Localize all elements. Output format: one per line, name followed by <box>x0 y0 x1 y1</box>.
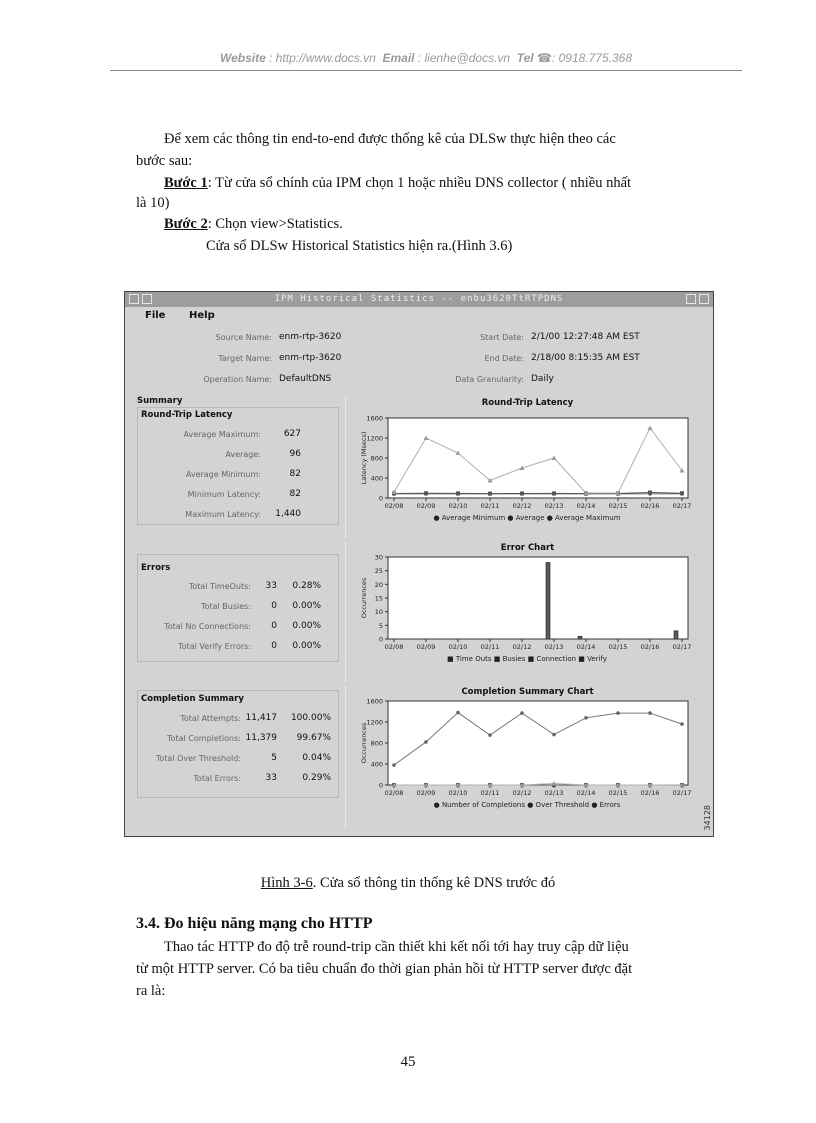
rtl-summary-title: Round-Trip Latency <box>141 410 233 420</box>
x-tick-label: 02/12 <box>512 643 532 651</box>
source-name-value: enm-rtp-3620 <box>279 332 342 342</box>
error-row-count: 0 <box>271 641 277 651</box>
phone-icon: ☎ <box>537 51 552 65</box>
x-tick-label: 02/12 <box>512 502 532 510</box>
x-tick-label: 02/09 <box>416 643 436 651</box>
error-row-count: 0 <box>271 601 277 611</box>
bar <box>546 562 550 639</box>
end-date-value: 2/18/00 8:15:35 AM EST <box>531 353 640 363</box>
x-tick-label: 02/16 <box>640 502 660 510</box>
data-point <box>584 716 588 720</box>
completion-row-label: Total Over Threshold: <box>155 754 241 763</box>
x-tick-label: 02/17 <box>672 789 692 797</box>
error-row-pct: 0.00% <box>292 621 321 631</box>
summary-heading: Summary <box>137 396 183 406</box>
error-chart <box>346 541 709 682</box>
x-tick-label: 02/15 <box>608 643 628 651</box>
error-chart-panel <box>345 541 709 682</box>
granularity-label: Data Granularity: <box>455 375 524 384</box>
legend <box>434 801 621 809</box>
ipm-statistics-window <box>124 291 714 837</box>
x-tick-label: 02/10 <box>448 502 468 510</box>
data-point <box>392 763 396 767</box>
completion-row-count: 5 <box>271 753 277 763</box>
minimize-icon[interactable] <box>686 294 696 304</box>
tel-label: Tel <box>516 51 534 65</box>
y-tick-label: 0 <box>378 635 383 644</box>
y-tick-label: 25 <box>374 567 383 576</box>
caption-label: Hình 3-6 <box>260 875 313 891</box>
x-tick-label: 02/08 <box>384 643 404 651</box>
step-2-text: : Chọn view>Statistics. <box>207 216 343 232</box>
start-date-value: 2/1/00 12:27:48 AM EST <box>531 332 640 342</box>
window-menu-icon[interactable] <box>129 294 139 304</box>
x-tick-label: 02/13 <box>544 789 564 797</box>
x-tick-label: 02/13 <box>544 643 564 651</box>
data-point <box>520 492 524 496</box>
x-tick-label: 02/11 <box>480 502 500 510</box>
x-tick-label: 02/16 <box>640 789 660 797</box>
x-tick-label: 02/09 <box>416 502 436 510</box>
rtl-row-value: 627 <box>283 429 301 439</box>
data-point <box>456 711 460 715</box>
y-tick-label: 800 <box>370 454 383 463</box>
legend-text: ● Number of Completions ● Over Threshold ● Errors <box>433 801 621 809</box>
step-2 <box>164 214 343 235</box>
data-point <box>424 491 428 495</box>
completion-summary-title: Completion Summary <box>141 694 244 704</box>
section-heading: 3.4. Đo hiệu năng mạng cho HTTP <box>136 915 373 932</box>
window-titlebar <box>125 292 713 307</box>
legend-text: ● Average Minimum ● Average ● Average Maximum <box>433 514 621 522</box>
rtl-chart <box>346 396 709 538</box>
x-tick-label: 02/14 <box>576 789 596 797</box>
maximize-icon[interactable] <box>699 294 709 304</box>
x-tick-label: 02/15 <box>608 502 628 510</box>
operation-name-value: DefaultDNS <box>279 374 332 384</box>
x-tick-label: 02/10 <box>448 789 468 797</box>
plot-area <box>388 701 688 785</box>
data-point <box>616 711 620 715</box>
error-row-label: Total Verify Errors: <box>178 642 251 651</box>
rtl-row-label: Minimum Latency: <box>187 490 261 499</box>
y-tick-label: 5 <box>378 621 383 630</box>
y-tick-label: 0 <box>378 494 383 503</box>
granularity-value: Daily <box>531 374 554 384</box>
x-tick-label: 02/17 <box>672 502 692 510</box>
bar <box>674 631 678 639</box>
website-label: Website <box>219 51 266 65</box>
data-point <box>680 722 684 726</box>
step-1-label: Bước 1 <box>164 175 208 191</box>
y-axis-label: Occurrences <box>360 722 368 764</box>
target-name-value: enm-rtp-3620 <box>279 353 342 363</box>
y-tick-label: 1600 <box>366 414 383 423</box>
menu-file[interactable]: File <box>145 310 166 321</box>
data-point <box>488 733 492 737</box>
y-tick-label: 1600 <box>366 697 383 706</box>
end-date-label: End Date: <box>484 354 524 363</box>
completion-row-count: 33 <box>265 773 277 783</box>
rtl-summary-panel <box>137 407 339 525</box>
y-tick-label: 1200 <box>366 434 383 443</box>
rtl-chart-panel <box>345 396 709 538</box>
rtl-row-value: 96 <box>289 449 301 459</box>
step-1 <box>164 173 631 194</box>
completion-row-count: 11,379 <box>245 733 277 743</box>
x-tick-label: 02/17 <box>672 643 692 651</box>
section-line-1: Thao tác HTTP đo độ trễ round-trip cần thiết khi kết nối tới hay truy cập dữ liệu <box>164 939 629 955</box>
email-value: : lienhe@docs.vn <box>417 51 511 65</box>
x-tick-label: 02/11 <box>480 789 500 797</box>
x-tick-label: 02/08 <box>384 789 404 797</box>
error-chart-title: Error Chart <box>500 543 555 553</box>
y-tick-label: 400 <box>370 474 383 483</box>
intro-line-2: bước sau: <box>136 153 193 169</box>
data-point <box>648 491 652 495</box>
completion-chart-title: Completion Summary Chart <box>461 687 594 697</box>
section-line-3: ra là: <box>136 983 166 999</box>
error-row-label: Total TimeOuts: <box>188 582 251 591</box>
data-point <box>456 491 460 495</box>
y-tick-label: 30 <box>374 553 383 562</box>
rtl-row-value: 82 <box>289 489 301 499</box>
menu-help[interactable]: Help <box>189 310 215 321</box>
errors-summary-title: Errors <box>141 563 171 573</box>
y-tick-label: 1200 <box>366 718 383 727</box>
x-tick-label: 02/16 <box>640 643 660 651</box>
error-row-pct: 0.00% <box>292 601 321 611</box>
menu-bar <box>125 308 713 324</box>
y-axis-label: Latency (Msecs) <box>360 431 368 485</box>
rtl-row-value: 1,440 <box>275 509 301 519</box>
page-number: 45 <box>400 1054 416 1070</box>
error-row-label: Total No Connections: <box>164 622 251 631</box>
bar <box>578 636 582 639</box>
y-tick-label: 0 <box>378 781 383 790</box>
section-line-2: từ một HTTP server. Có ba tiêu chuẩn đo thời gian phản hồi từ HTTP server được đặt <box>136 961 633 977</box>
y-tick-label: 800 <box>370 739 383 748</box>
x-tick-label: 02/15 <box>608 789 628 797</box>
error-row-pct: 0.00% <box>292 641 321 651</box>
operation-name-label: Operation Name: <box>203 375 272 384</box>
rtl-row-label: Average: <box>225 450 261 459</box>
error-row-count: 33 <box>265 581 277 591</box>
completion-row-label: Total Completions: <box>167 734 241 743</box>
x-tick-label: 02/11 <box>480 643 500 651</box>
data-point <box>552 491 556 495</box>
data-point <box>520 711 524 715</box>
completion-row-count: 11,417 <box>245 713 277 723</box>
completion-row-label: Total Attempts: <box>180 714 241 723</box>
completion-chart <box>346 685 709 829</box>
data-point <box>424 740 428 744</box>
completion-row-pct: 0.29% <box>302 773 331 783</box>
y-tick-label: 400 <box>370 760 383 769</box>
legend <box>447 655 607 663</box>
x-tick-label: 02/14 <box>576 502 596 510</box>
error-row-label: Total Busies: <box>201 602 251 611</box>
completion-row-pct: 0.04% <box>302 753 331 763</box>
x-tick-label: 02/09 <box>416 789 436 797</box>
y-tick-label: 10 <box>374 608 383 617</box>
target-name-label: Target Name: <box>218 354 272 363</box>
y-tick-label: 15 <box>374 594 383 603</box>
rtl-chart-title: Round-Trip Latency <box>481 398 574 408</box>
step-3: Cửa sổ DLSw Historical Statistics hiện ra.(Hình 3.6) <box>206 238 513 254</box>
step-2-label: Bước 2 <box>164 216 208 232</box>
error-row-pct: 0.28% <box>292 581 321 591</box>
caption-text: . Cửa sổ thông tin thống kê DNS trước đó <box>312 875 556 891</box>
email-label: Email <box>382 51 415 65</box>
x-tick-label: 02/12 <box>512 789 532 797</box>
completion-row-pct: 100.00% <box>290 713 331 723</box>
rtl-row-label: Average Minimum: <box>185 470 261 479</box>
completion-row-label: Total Errors: <box>193 774 241 783</box>
window-close-icon[interactable] <box>142 294 152 304</box>
error-row-count: 0 <box>271 621 277 631</box>
completion-row-pct: 99.67% <box>296 733 331 743</box>
x-tick-label: 02/08 <box>384 502 404 510</box>
step-1-text: : Từ cửa sổ chính của IPM chọn 1 hoặc nhiều DNS collector ( nhiều nhất <box>207 175 632 191</box>
header-divider <box>110 70 742 71</box>
legend <box>433 514 620 522</box>
y-tick-label: 20 <box>374 580 383 589</box>
source-name-label: Source Name: <box>215 333 272 342</box>
data-point <box>488 492 492 496</box>
rtl-row-label: Maximum Latency: <box>185 510 261 519</box>
data-point <box>648 711 652 715</box>
page-header <box>110 51 742 65</box>
y-axis-label: Occurrences <box>360 577 368 619</box>
x-tick-label: 02/14 <box>576 643 596 651</box>
intro-line-1: Để xem các thông tin end-to-end được thống kê của DLSw thực hiện theo các <box>164 131 616 147</box>
rtl-row-label: Average Maximum: <box>183 430 261 439</box>
figure-id: 34128 <box>703 804 712 830</box>
start-date-label: Start Date: <box>480 333 524 342</box>
x-tick-label: 02/13 <box>544 502 564 510</box>
x-tick-label: 02/10 <box>448 643 468 651</box>
window-title: IPM Historical Statistics -- enbu3620TtRTPDNS <box>274 294 564 304</box>
data-point <box>552 733 556 737</box>
plot-area <box>388 557 688 639</box>
legend-text: ■ Time Outs ■ Busies ■ Connection ■ Verify <box>447 655 607 663</box>
step-1-cont: là 10) <box>136 195 170 211</box>
rtl-row-value: 82 <box>289 469 301 479</box>
plot-area <box>388 418 688 498</box>
tel-value: : 0918.775.368 <box>551 51 633 65</box>
website-value: : http://www.docs.vn <box>269 51 376 65</box>
figure-caption <box>0 875 816 892</box>
data-point <box>680 491 684 495</box>
completion-chart-panel <box>345 685 709 829</box>
